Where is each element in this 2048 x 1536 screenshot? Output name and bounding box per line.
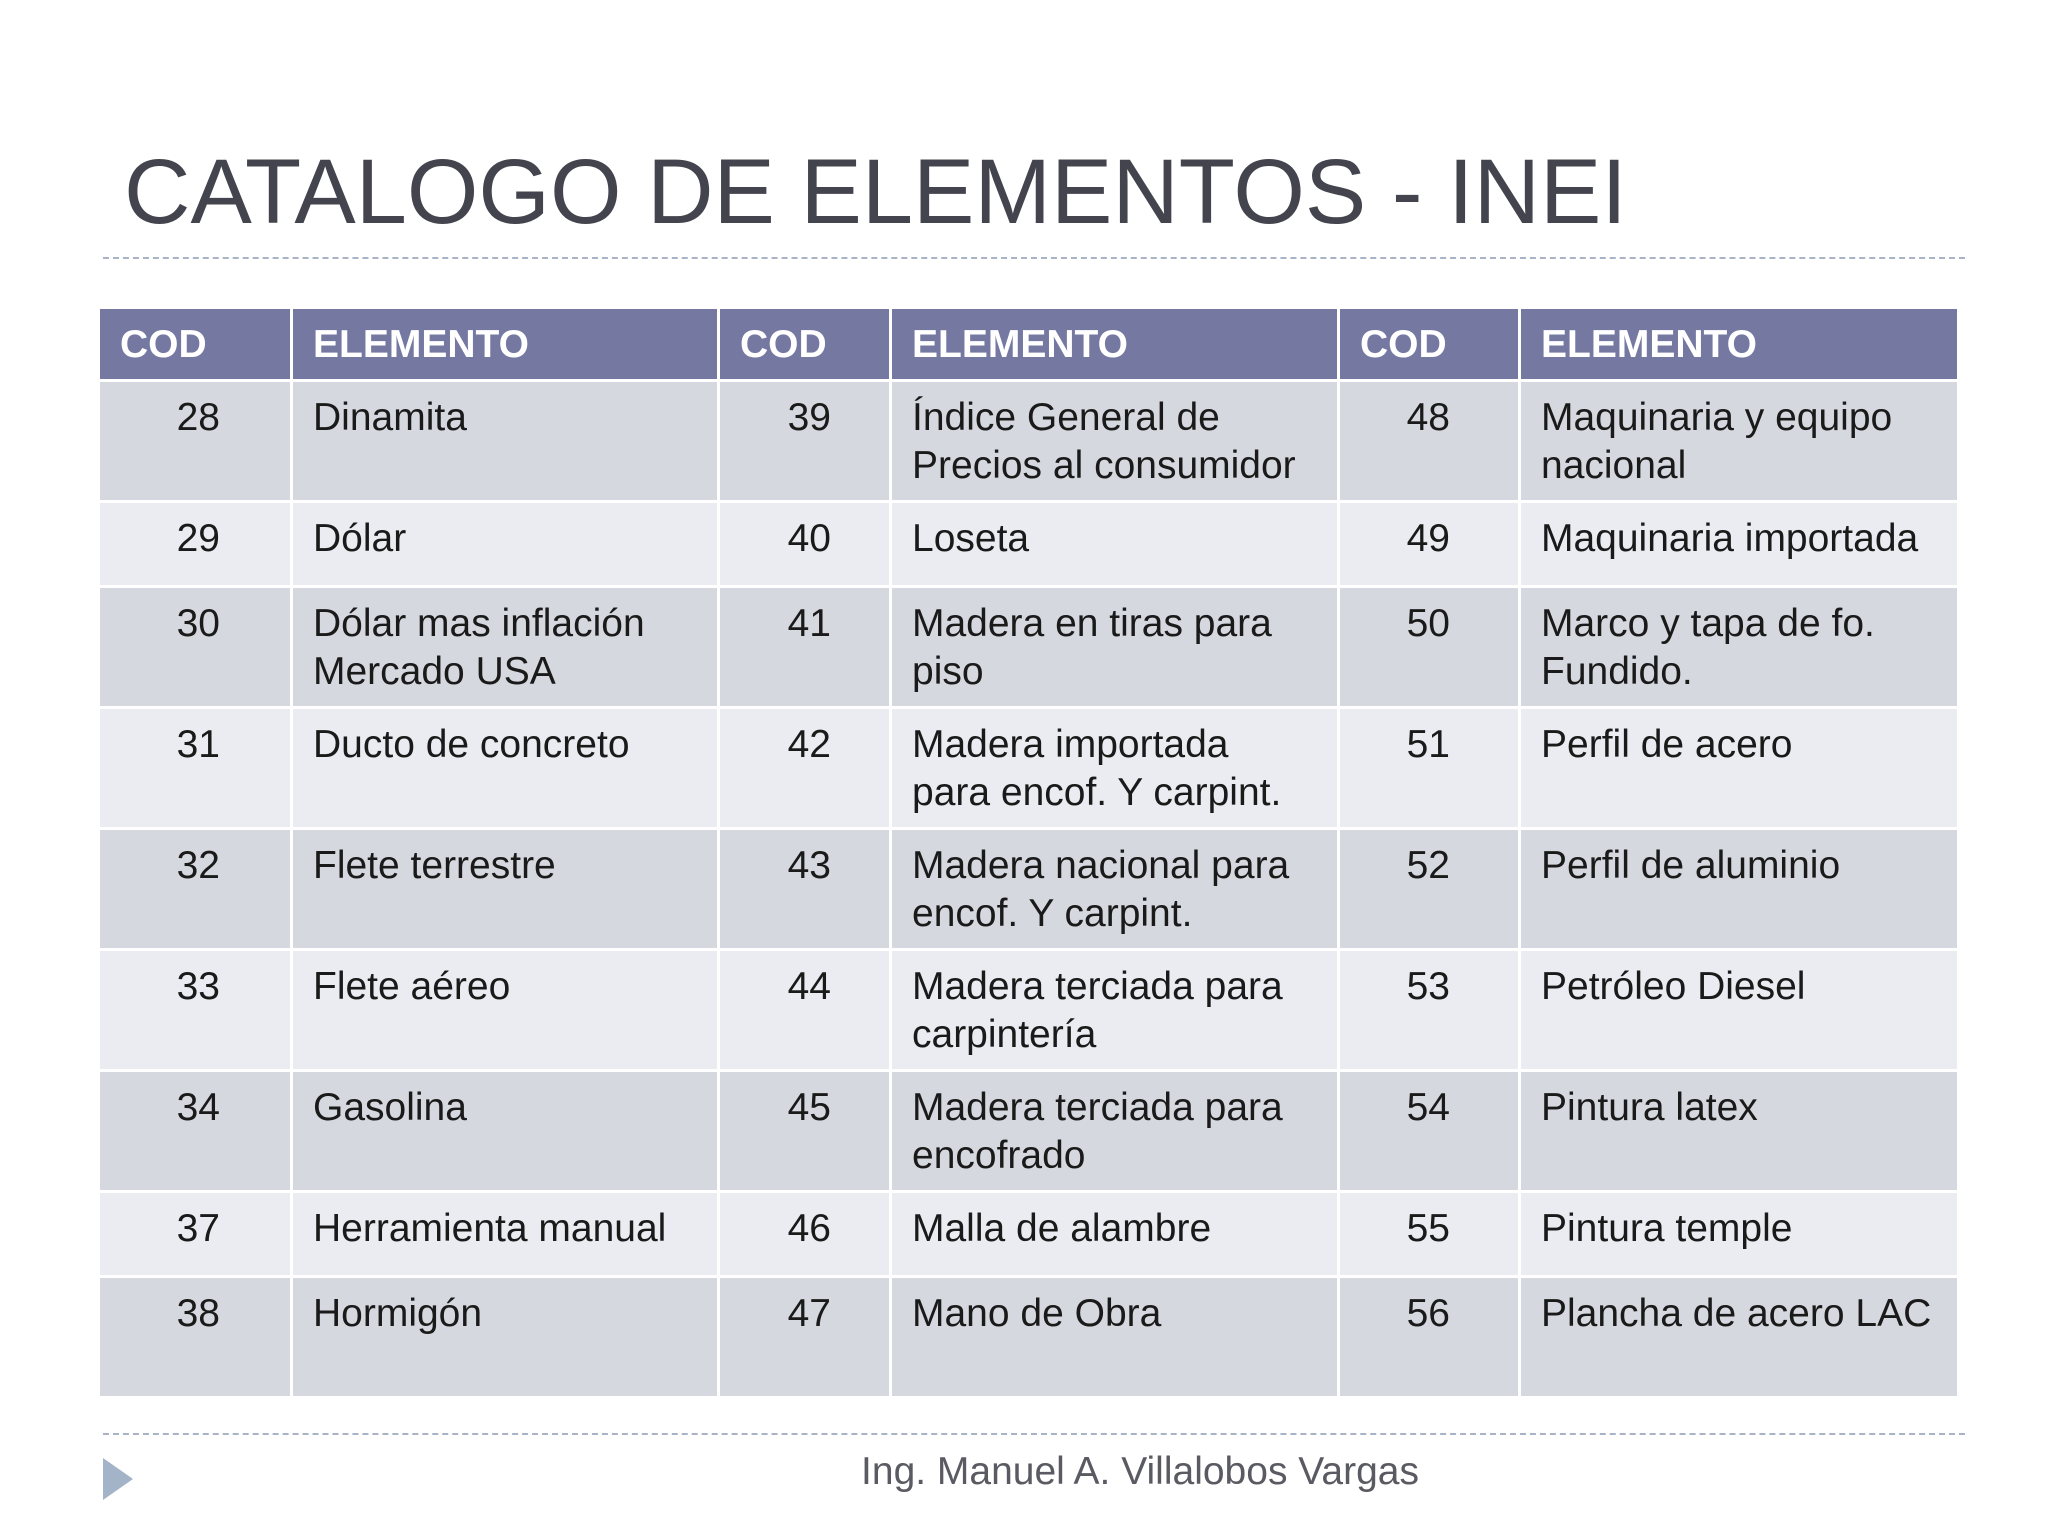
element-cell: Ducto de concreto — [292, 708, 719, 829]
cod-cell: 50 — [1339, 587, 1520, 708]
element-cell: Petróleo Diesel — [1520, 950, 1959, 1071]
element-cell: Madera en tiras para piso — [891, 587, 1339, 708]
cod-cell: 43 — [719, 829, 891, 950]
element-cell: Maquinaria y equipo nacional — [1520, 381, 1959, 502]
element-cell: Flete terrestre — [292, 829, 719, 950]
element-cell: Madera terciada para carpintería — [891, 950, 1339, 1071]
table-row — [99, 587, 1959, 708]
cod-cell: 54 — [1339, 1071, 1520, 1192]
cod-cell: 56 — [1339, 1277, 1520, 1398]
element-cell: Maquinaria importada — [1520, 502, 1959, 587]
cod-cell: 34 — [99, 1071, 292, 1192]
cod-cell: 44 — [719, 950, 891, 1071]
table-row — [99, 1277, 1959, 1398]
element-cell: Malla de alambre — [891, 1192, 1339, 1277]
element-cell: Pintura temple — [1520, 1192, 1959, 1277]
cod-cell: 30 — [99, 587, 292, 708]
column-header: COD — [1339, 308, 1520, 381]
table-row — [99, 950, 1959, 1071]
element-cell: Hormigón — [292, 1277, 719, 1398]
column-header: COD — [719, 308, 891, 381]
cod-cell: 51 — [1339, 708, 1520, 829]
table-row — [99, 381, 1959, 502]
cod-cell: 52 — [1339, 829, 1520, 950]
cod-cell: 33 — [99, 950, 292, 1071]
cod-cell: 41 — [719, 587, 891, 708]
element-cell: Herramienta manual — [292, 1192, 719, 1277]
table-row — [99, 1192, 1959, 1277]
element-cell: Plancha de acero LAC — [1520, 1277, 1959, 1398]
cod-cell: 39 — [719, 381, 891, 502]
element-cell: Flete aéreo — [292, 950, 719, 1071]
cod-cell: 40 — [719, 502, 891, 587]
table-row — [99, 708, 1959, 829]
element-cell: Perfil de aluminio — [1520, 829, 1959, 950]
element-cell: Dólar mas inflación Mercado USA — [292, 587, 719, 708]
cod-cell: 47 — [719, 1277, 891, 1398]
element-cell: Gasolina — [292, 1071, 719, 1192]
element-cell: Índice General de Precios al consumidor — [891, 381, 1339, 502]
page-title: CATALOGO DE ELEMENTOS - INEI — [124, 141, 1627, 243]
footer-author: Ing. Manuel A. Villalobos Vargas — [861, 1450, 1419, 1493]
cod-cell: 48 — [1339, 381, 1520, 502]
title-divider — [103, 257, 1965, 259]
element-cell: Dinamita — [292, 381, 719, 502]
table-row — [99, 502, 1959, 587]
table-row — [99, 829, 1959, 950]
element-cell: Madera nacional para encof. Y carpint. — [891, 829, 1339, 950]
element-cell: Loseta — [891, 502, 1339, 587]
element-cell: Perfil de acero — [1520, 708, 1959, 829]
column-header: COD — [99, 308, 292, 381]
catalog-table — [97, 306, 1960, 1399]
element-cell: Pintura latex — [1520, 1071, 1959, 1192]
element-cell: Marco y tapa de fo. Fundido. — [1520, 587, 1959, 708]
column-header: ELEMENTO — [891, 308, 1339, 381]
cod-cell: 53 — [1339, 950, 1520, 1071]
element-cell: Dólar — [292, 502, 719, 587]
footer-divider — [103, 1433, 1965, 1435]
cod-cell: 28 — [99, 381, 292, 502]
cod-cell: 32 — [99, 829, 292, 950]
cod-cell: 45 — [719, 1071, 891, 1192]
table-header-row — [99, 308, 1959, 381]
column-header: ELEMENTO — [1520, 308, 1959, 381]
element-cell: Madera importada para encof. Y carpint. — [891, 708, 1339, 829]
cod-cell: 42 — [719, 708, 891, 829]
cod-cell: 38 — [99, 1277, 292, 1398]
cod-cell: 46 — [719, 1192, 891, 1277]
cod-cell: 31 — [99, 708, 292, 829]
cod-cell: 37 — [99, 1192, 292, 1277]
element-cell: Mano de Obra — [891, 1277, 1339, 1398]
column-header: ELEMENTO — [292, 308, 719, 381]
table-row — [99, 1071, 1959, 1192]
cod-cell: 49 — [1339, 502, 1520, 587]
element-cell: Madera terciada para encofrado — [891, 1071, 1339, 1192]
cod-cell: 29 — [99, 502, 292, 587]
cod-cell: 55 — [1339, 1192, 1520, 1277]
